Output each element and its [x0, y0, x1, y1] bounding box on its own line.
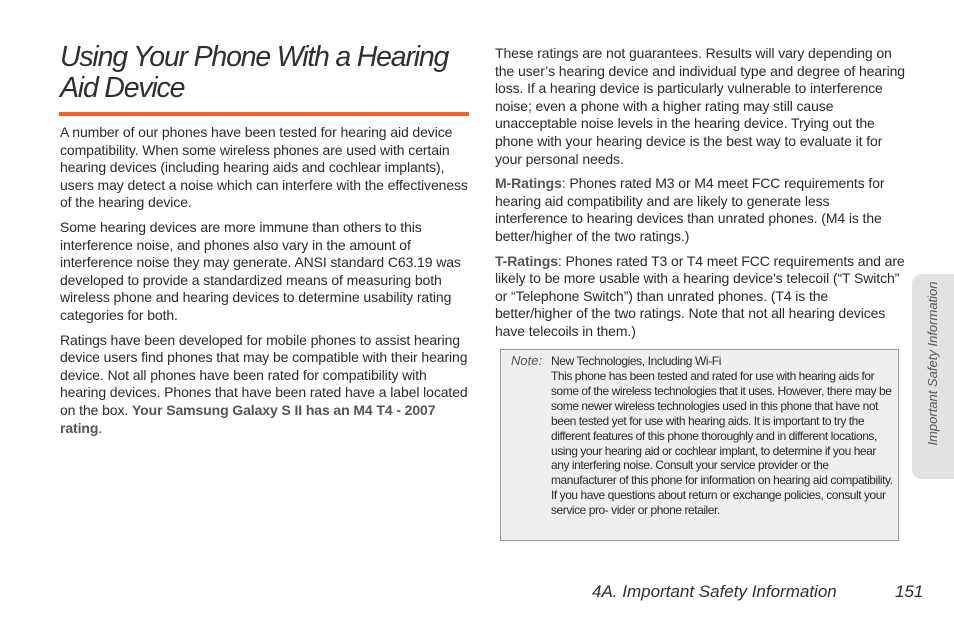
- t-ratings-paragraph: [495, 253, 905, 341]
- paragraph: [60, 332, 468, 438]
- right-column: [495, 45, 905, 348]
- page-title: Using Your Phone With a Hearing Aid Device: [60, 41, 449, 104]
- rating-statement: Your Samsung Galaxy S II has an M4 T4 - 2007 rating: [60, 401, 436, 436]
- m-ratings-text: : Phones rated M3 or M4 meet FCC requirements for hearing aid compatibility and are likely to generate less interference to hearing devices than unrated phones. (M4 is the better/higher of the two ratings.): [495, 175, 885, 244]
- page-number: 151: [895, 582, 924, 601]
- side-tab: [912, 274, 954, 479]
- t-ratings-text: : Phones rated T3 or T4 meet FCC requirements and are likely to be more usable with a hearing device’s telecoil (“T Switch” or “Telephone Switch”) than unrated phones. (T4 is the better/higher of the two ratings. Note that not all hearing devices have telecoils in them.): [495, 252, 905, 339]
- note-body: This phone has been tested and rated for use with hearing aids for some of the wireless technologies that it uses. However, there may be some newer wireless technologies used in this phone that have not been tested yet for use with hearing aids. It is important to try the different features of this phone thoroughly and in different locations, using your hearing aid or cochlear implant, to determine if you hear any interfering noise. Consult your service provider or the manufacturer of this phone for information on hearing aid compatibility. If you have questions about return or exchange policies, consult your service pro- vider or phone retailer.: [551, 369, 893, 518]
- note-heading: New Technologies, Including Wi-Fi: [551, 354, 721, 368]
- m-ratings-term: M-Ratings: [495, 175, 562, 192]
- paragraph-text: Ratings have been developed for mobile phones to assist hearing device users find phones that may be compatible with their hearing device. Not all phones have been rated for compatibility with hearing devices. Phones that have been rated have a label located on the box.: [60, 331, 468, 418]
- note-box: [500, 349, 899, 541]
- paragraph: These ratings are not guarantees. Results will vary depending on the user’s hearing device and individual type and degree of hearing loss. If a hearing device is particularly vulnerable to interference noise; even a phone with a higher rating may still cause unacceptable noise levels in the hearing device. Trying out the phone with your hearing device is the best way to evaluate it for your personal needs.: [495, 45, 905, 167]
- m-ratings-paragraph: [495, 175, 905, 245]
- title-underline: [59, 112, 469, 116]
- side-tab-label: Important Safety Information: [925, 281, 940, 446]
- paragraph-end: .: [98, 419, 103, 436]
- paragraph: Some hearing devices are more immune than others to this interference noise, and phones also vary in the amount of interference noise they may generate. ANSI standard C63.19 was developed to provide a standardized means of measuring both wireless phone and hearing devices to determine usability rating categories for both.: [60, 218, 461, 323]
- footer-section-title: 4A. Important Safety Information: [592, 582, 837, 601]
- left-column: [60, 124, 468, 444]
- note-label: Note:: [511, 353, 543, 368]
- paragraph: A number of our phones have been tested for hearing aid device compatibility. When some wireless phones are used with certain hearing devices (including hearing aids and cochlear implants), users may detect a noise which can interfere with the effectiveness of the hearing device.: [60, 124, 468, 211]
- t-ratings-term: T-Ratings: [495, 252, 558, 269]
